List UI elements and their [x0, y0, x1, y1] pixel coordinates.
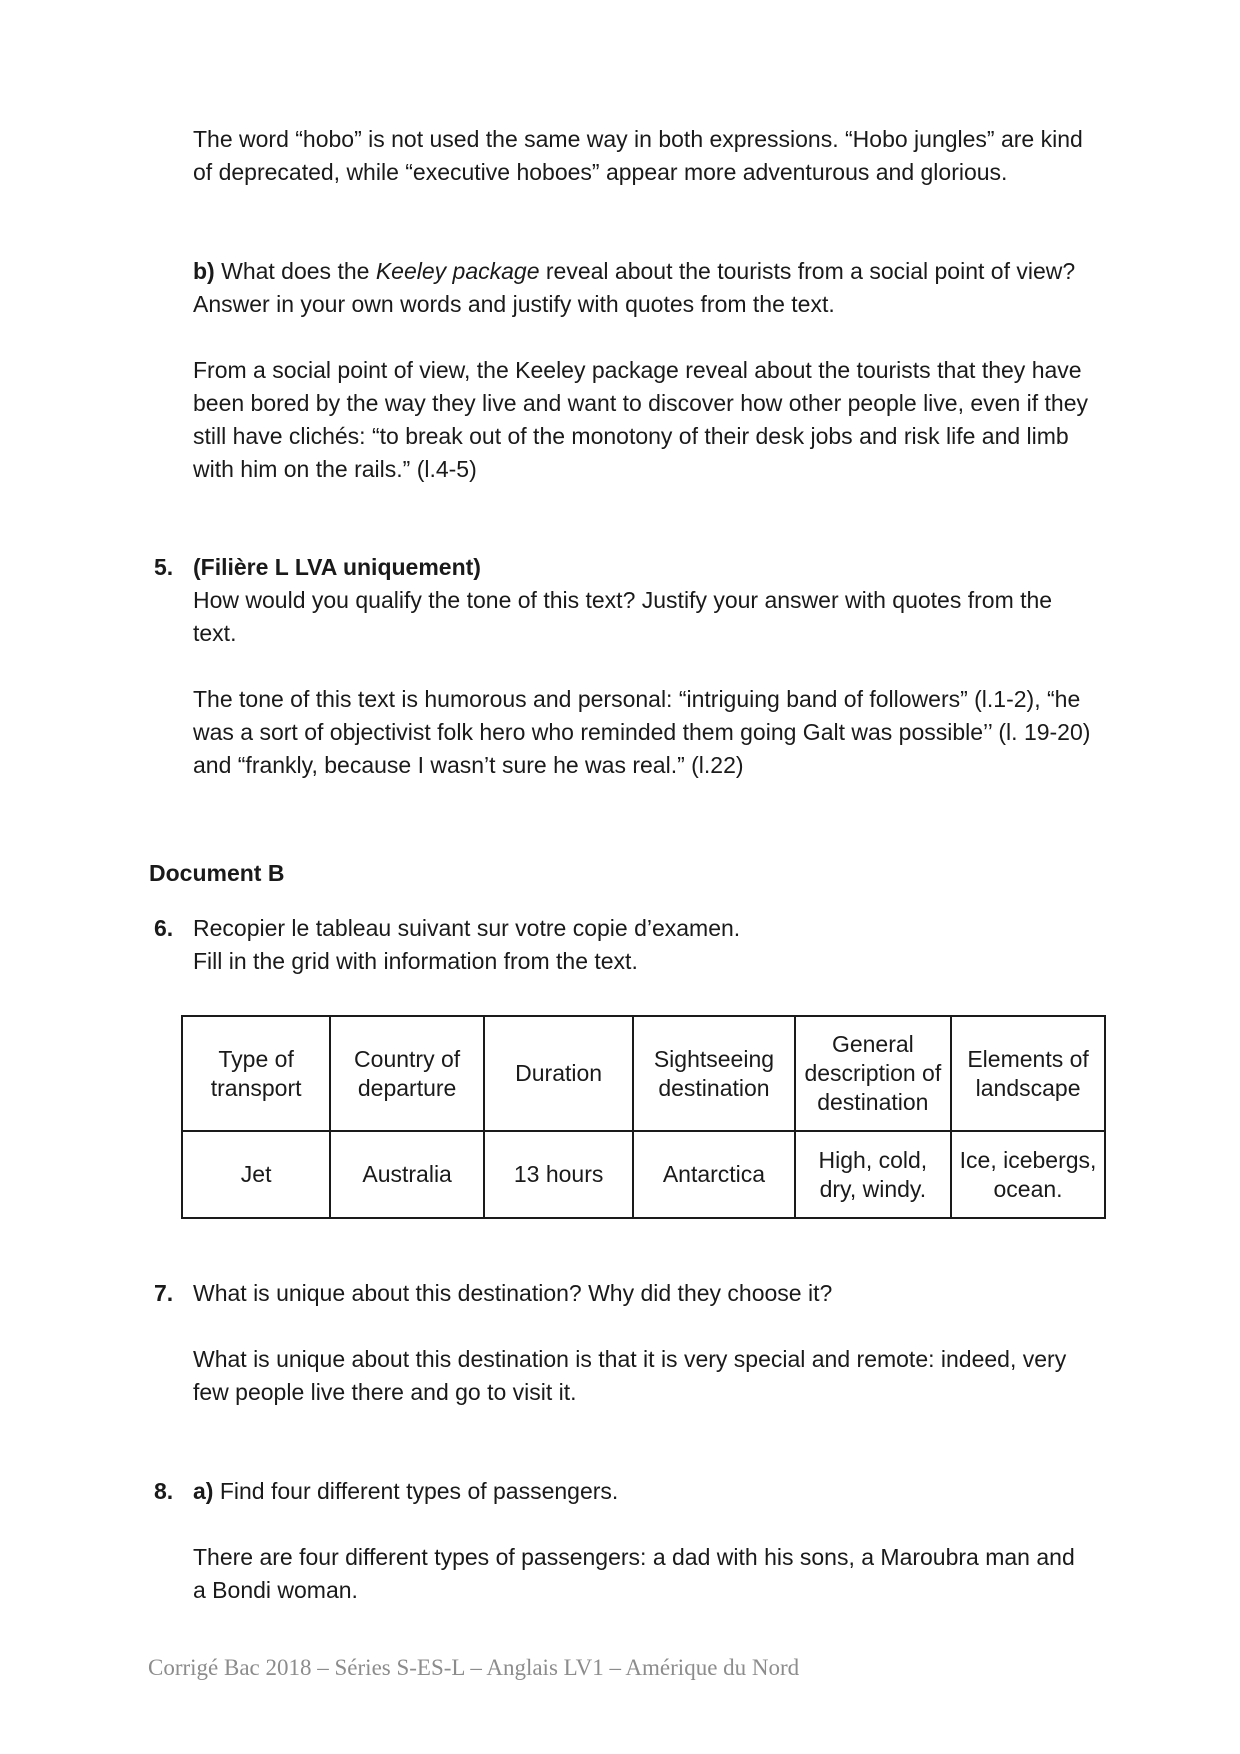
- q4b-text-before: What does the: [214, 258, 376, 284]
- q8-label: a): [193, 1478, 214, 1504]
- cell-country: Australia: [330, 1131, 484, 1218]
- header-country-of-departure: Country of departure: [330, 1016, 484, 1131]
- q4b-text-after: reveal about the tourists from a social point of view? Answer in your own words and justify with quotes from the text.: [193, 258, 1076, 317]
- cell-transport: Jet: [182, 1131, 330, 1218]
- page-footer: Corrigé Bac 2018 – Séries S-ES-L – Anglais LV1 – Amérique du Nord: [148, 1655, 800, 1680]
- q6-grid-table: [181, 1015, 1106, 1219]
- q7-question: What is unique about this destination? Why did they choose it?: [193, 1280, 833, 1306]
- q8-question-text: Find four different types of passengers.: [213, 1478, 619, 1504]
- header-duration: Duration: [484, 1016, 633, 1131]
- q7-answer: What is unique about this destination is that it is very special and remote: indeed, very few people live there and go to visit it.: [193, 1346, 1067, 1405]
- cell-destination: Antarctica: [633, 1131, 794, 1218]
- cell-duration: 13 hours: [484, 1131, 633, 1218]
- q8-question: [193, 1475, 1093, 1508]
- q5-number: 5.: [154, 554, 174, 580]
- table-row: [182, 1131, 1105, 1218]
- q6-instruction-2: Fill in the grid with information from the text.: [193, 948, 638, 974]
- header-general-description: General description of destination: [795, 1016, 952, 1131]
- cell-landscape: Ice, icebergs, ocean.: [951, 1131, 1105, 1218]
- q5-answer: The tone of this text is humorous and personal: “intriguing band of followers” (l.1-2), “he was a sort of objectivist folk hero who reminded them going Galt was possible’’ (l. 19-20) and “frankly, because I wasn’t sure he was real.” (l.22): [193, 686, 1091, 778]
- document-b-heading: Document B: [149, 860, 285, 886]
- q7-number: 7.: [154, 1280, 174, 1306]
- q4b-answer: From a social point of view, the Keeley package reveal about the tourists that they have been bored by the way they live and want to discover how other people live, even if they still have clichés: “to break out of the monotony of their desk jobs and risk life and limb with him on the rails.” (l.4-5): [193, 357, 1088, 482]
- header-elements-of-landscape: Elements of landscape: [951, 1016, 1105, 1131]
- q5-title: (Filière L LVA uniquement): [193, 554, 481, 580]
- q4b-text-italic: Keeley package: [375, 258, 540, 284]
- header-sightseeing-destination: Sightseeing destination: [633, 1016, 794, 1131]
- q4b-question: [193, 255, 1093, 321]
- q8-number: 8.: [154, 1478, 174, 1504]
- q8-answer: There are four different types of passengers: a dad with his sons, a Maroubra man and a Bondi woman.: [193, 1544, 1075, 1603]
- cell-description: High, cold, dry, windy.: [795, 1131, 952, 1218]
- q5-question: How would you qualify the tone of this text? Justify your answer with quotes from the text.: [193, 587, 1053, 646]
- q4b-label: b): [193, 258, 215, 284]
- q6-instruction-1: Recopier le tableau suivant sur votre copie d’examen.: [193, 915, 741, 941]
- q6-number: 6.: [154, 915, 174, 941]
- q4a-answer: The word “hobo” is not used the same way in both expressions. “Hobo jungles” are kind of deprecated, while “executive hoboes” appear more adventurous and glorious.: [193, 126, 1083, 185]
- table-header-row: [182, 1016, 1105, 1131]
- header-type-of-transport: Type of transport: [182, 1016, 330, 1131]
